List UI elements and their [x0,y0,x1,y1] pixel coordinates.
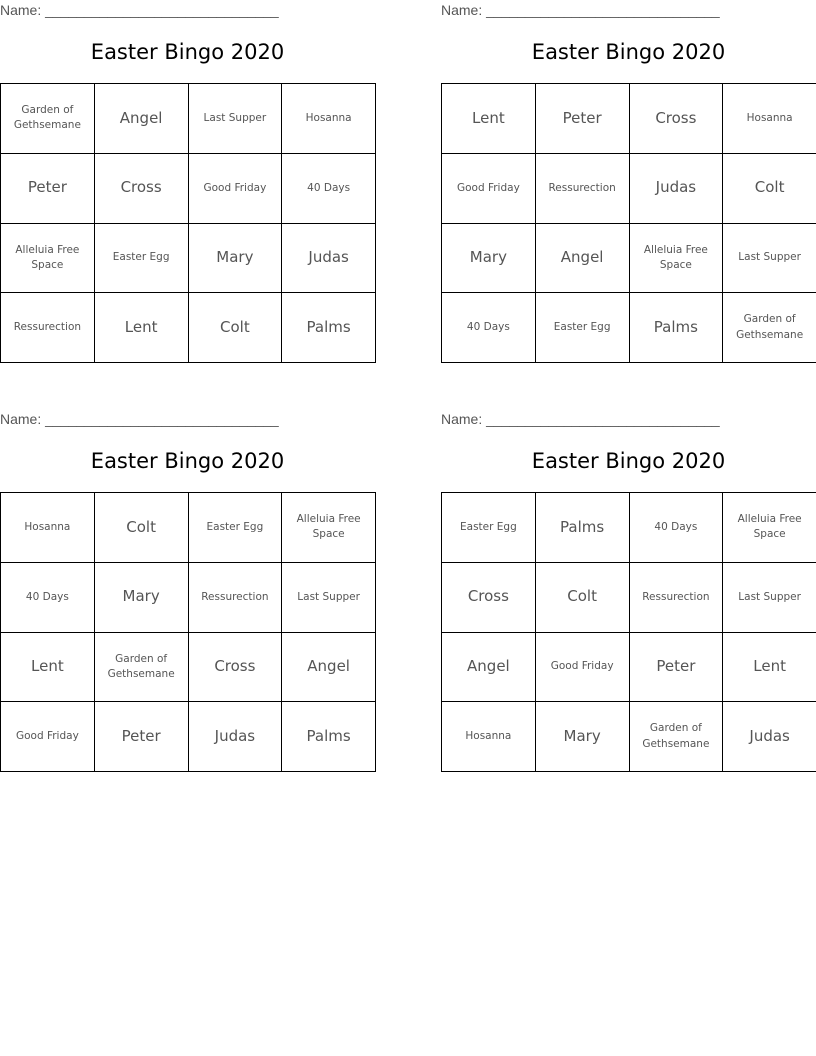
bingo-square: Good Friday [442,153,536,223]
bingo-square: Hosanna [723,84,816,154]
bingo-square: Peter [1,153,95,223]
bingo-square: Ressurection [1,293,95,363]
bingo-row [442,562,816,632]
bingo-square: Peter [629,632,723,702]
bingo-square: Good Friday [1,702,95,772]
bingo-grid [441,83,816,363]
bingo-square: Easter Egg [442,493,536,563]
bingo-square: Easter Egg [188,493,282,563]
bingo-square: Garden of Gethsemane [94,632,188,702]
bingo-square: Last Supper [723,223,816,293]
card-title: Easter Bingo 2020 [90,40,285,64]
bingo-square: Colt [188,293,282,363]
card-title: Easter Bingo 2020 [90,449,285,473]
bingo-square: Angel [442,632,536,702]
bingo-square: Cross [442,562,536,632]
bingo-square: 40 Days [629,493,723,563]
bingo-square: Good Friday [535,632,629,702]
bingo-grid [0,83,376,363]
bingo-row [442,293,816,363]
bingo-square: 40 Days [282,153,376,223]
bingo-row [1,702,376,772]
bingo-square: Colt [535,562,629,632]
bingo-square: Judas [629,153,723,223]
bingo-row [442,153,816,223]
bingo-square: Last Supper [188,84,282,154]
bingo-square: Mary [188,223,282,293]
card-title: Easter Bingo 2020 [531,40,726,64]
bingo-row [442,702,816,772]
bingo-square: Peter [535,84,629,154]
bingo-square: Garden of Gethsemane [1,84,95,154]
bingo-square: Palms [629,293,723,363]
bingo-grid [0,492,376,772]
bingo-square: Angel [535,223,629,293]
bingo-square: Lent [94,293,188,363]
bingo-square: Judas [282,223,376,293]
bingo-row [1,632,376,702]
bingo-row [442,493,816,563]
bingo-square: Last Supper [282,562,376,632]
bingo-square: Good Friday [188,153,282,223]
bingo-square: Alleluia Free Space [629,223,723,293]
bingo-square: Mary [442,223,536,293]
bingo-square: Lent [1,632,95,702]
bingo-square: Lent [723,632,816,702]
bingo-square: 40 Days [442,293,536,363]
bingo-square: Easter Egg [535,293,629,363]
bingo-square: Palms [282,293,376,363]
bingo-row [1,493,376,563]
bingo-square: Easter Egg [94,223,188,293]
bingo-square: Colt [94,493,188,563]
bingo-square: Ressurection [188,562,282,632]
bingo-square: Alleluia Free Space [723,493,816,563]
bingo-square: Ressurection [535,153,629,223]
bingo-square: Garden of Gethsemane [629,702,723,772]
bingo-square: Angel [282,632,376,702]
bingo-row [1,562,376,632]
bingo-row [442,84,816,154]
bingo-square: Judas [188,702,282,772]
bingo-square: Alleluia Free Space [282,493,376,563]
bingo-square: Alleluia Free Space [1,223,95,293]
bingo-row [1,293,376,363]
bingo-grid [441,492,816,772]
bingo-square: Palms [282,702,376,772]
bingo-square: Hosanna [1,493,95,563]
bingo-square: Cross [188,632,282,702]
bingo-square: Mary [94,562,188,632]
bingo-square: Mary [535,702,629,772]
bingo-square: 40 Days [1,562,95,632]
card-title: Easter Bingo 2020 [531,449,726,473]
name-field-label: Name: ______________________________ [441,2,720,18]
bingo-row [1,223,376,293]
bingo-square: Last Supper [723,562,816,632]
bingo-square: Ressurection [629,562,723,632]
bingo-square: Garden of Gethsemane [723,293,816,363]
bingo-square: Judas [723,702,816,772]
bingo-row [442,632,816,702]
bingo-row [1,153,376,223]
name-field-label: Name: ______________________________ [441,411,720,427]
bingo-square: Cross [94,153,188,223]
bingo-square: Angel [94,84,188,154]
name-field-label: Name: ______________________________ [0,411,279,427]
bingo-square: Palms [535,493,629,563]
bingo-row [442,223,816,293]
bingo-square: Hosanna [282,84,376,154]
bingo-square: Cross [629,84,723,154]
bingo-square: Peter [94,702,188,772]
bingo-square: Lent [442,84,536,154]
bingo-square: Hosanna [442,702,536,772]
bingo-square: Colt [723,153,816,223]
bingo-row [1,84,376,154]
name-field-label: Name: ______________________________ [0,2,279,18]
